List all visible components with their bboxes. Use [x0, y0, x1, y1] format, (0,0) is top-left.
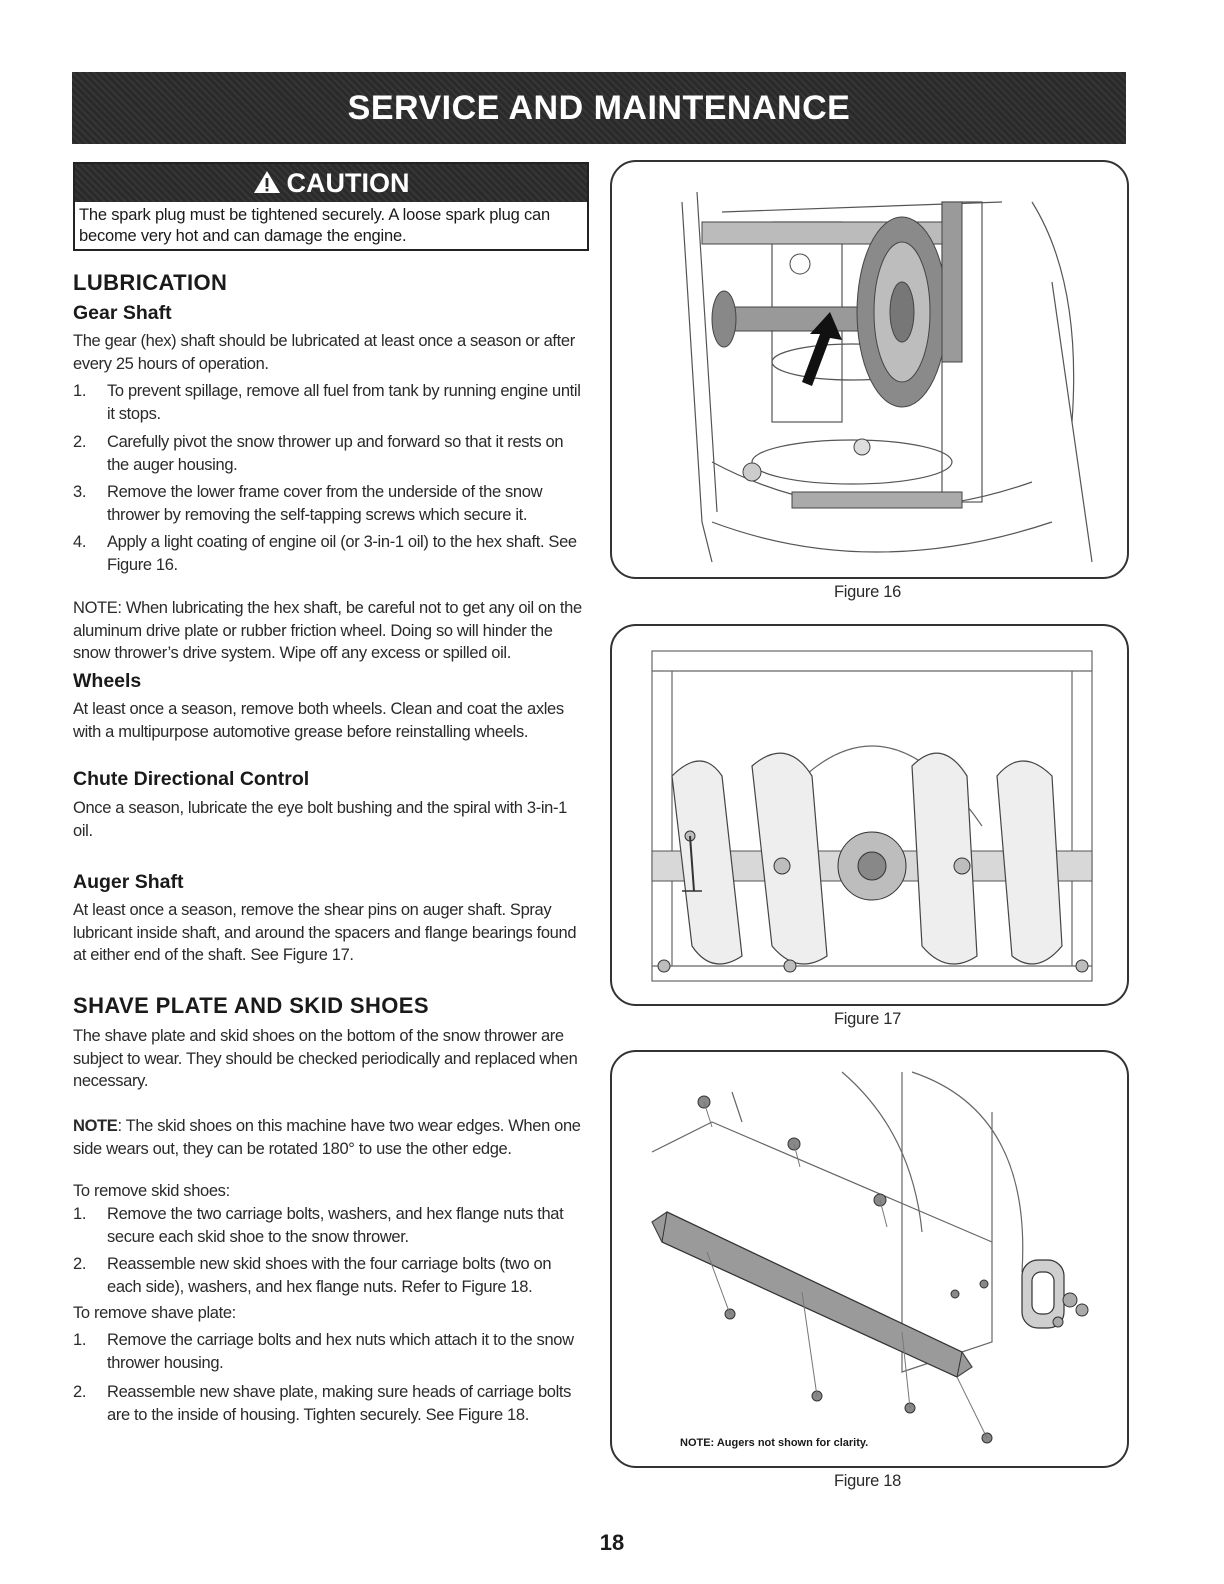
gear-shaft-note: NOTE: When lubricating the hex shaft, be careful not to get any oil on the aluminum drive plate or rubber friction wheel. Doing so will hinder the snow thrower’s drive system. Wipe off any excess or spilled oil.: [73, 599, 582, 662]
auger-text: At least once a season, remove the shear pins on auger shaft. Spray lubricant inside shaft, and around the spacers and flange bearings found at either end of the shaft. See Figure 17.: [73, 901, 577, 964]
step-text: Apply a light coating of engine oil (or 3-in-1 oil) to the hex shaft. See Figure 16.: [107, 533, 577, 574]
caution-header: [75, 164, 587, 202]
caution-text: The spark plug must be tightened securely. A loose spark plug can become very hot and can damage the engine.: [79, 206, 550, 245]
step-text: Remove the carriage bolts and hex nuts which attach it to the snow thrower housing.: [107, 1331, 574, 1372]
gear-shaft-heading: Gear Shaft: [73, 302, 172, 324]
auger-illustration: [612, 626, 1127, 1004]
banner-title: SERVICE AND MAINTENANCE: [347, 89, 851, 127]
figure-16-image: [610, 160, 1129, 579]
figure-18-note: NOTE: Augers not shown for clarity.: [680, 1437, 869, 1449]
warning-triangle-icon: [253, 170, 281, 194]
step-number: 2.: [73, 433, 87, 451]
note-text: : The skid shoes on this machine have two wear edges. When one side wears out, they can be rotated 180° to use the other edge.: [73, 1117, 581, 1158]
caution-box: [73, 162, 589, 251]
figure-17-caption: Figure 17: [833, 1010, 901, 1028]
figure-18-image: [610, 1050, 1129, 1468]
caution-title: CAUTION: [286, 168, 410, 198]
step-number: 3.: [73, 483, 87, 501]
chute-heading: Chute Directional Control: [73, 768, 310, 790]
wheels-heading: Wheels: [73, 670, 142, 692]
gear-step-1: [73, 380, 588, 425]
step-number: 2.: [73, 1383, 87, 1401]
note-label: NOTE: [73, 1117, 118, 1135]
shave-intro: The shave plate and skid shoes on the bottom of the snow thrower are subject to wear. They should be checked periodically and replaced when necessary.: [73, 1027, 578, 1090]
plate-step-1: [73, 1329, 588, 1374]
step-text: Reassemble new shave plate, making sure heads of carriage bolts are to the inside of housing. Tighten securely. See Figure 18.: [107, 1383, 572, 1424]
step-number: 1.: [73, 1331, 87, 1349]
step-text: Remove the lower frame cover from the underside of the snow thrower by removing the self-tapping screws which secure it.: [107, 483, 543, 524]
page-number: 18: [599, 1530, 625, 1555]
plate-step-2: [73, 1381, 588, 1426]
step-text: To prevent spillage, remove all fuel from tank by running engine until it stops.: [107, 382, 581, 423]
shave-note: [73, 1115, 588, 1160]
figure-17-image: [610, 624, 1129, 1006]
step-text: Remove the two carriage bolts, washers, and hex flange nuts that secure each skid shoe to the snow thrower.: [107, 1205, 564, 1246]
step-text: Reassemble new skid shoes with the four carriage bolts (two on each side), washers, and hex flange nuts. Refer to Figure 18.: [107, 1255, 552, 1296]
step-number: 2.: [73, 1255, 87, 1273]
gear-step-3: [73, 481, 588, 526]
gear-step-4: [73, 531, 588, 576]
hex-shaft-illustration: [612, 162, 1127, 577]
step-number: 1.: [73, 382, 87, 400]
skid-step-1: [73, 1203, 588, 1248]
gear-step-2: [73, 431, 588, 476]
step-number: 4.: [73, 533, 87, 551]
skid-intro: To remove skid shoes:: [73, 1182, 230, 1200]
wheels-text: At least once a season, remove both wheels. Clean and coat the axles with a multipurpose automotive grease before reinstalling wheels.: [73, 700, 564, 741]
plate-intro: To remove shave plate:: [73, 1304, 236, 1322]
shave-heading: SHAVE PLATE AND SKID SHOES: [73, 993, 429, 1018]
step-text: Carefully pivot the snow thrower up and forward so that it rests on the auger housing.: [107, 433, 564, 474]
lubrication-heading: LUBRICATION: [73, 270, 228, 295]
step-number: 1.: [73, 1205, 87, 1223]
skid-step-2: [73, 1253, 588, 1298]
shave-plate-illustration: [612, 1052, 1127, 1466]
figure-16-caption: Figure 16: [833, 583, 901, 601]
chute-text: Once a season, lubricate the eye bolt bushing and the spiral with 3-in-1 oil.: [73, 799, 567, 840]
figure-18-caption: Figure 18: [833, 1472, 901, 1490]
auger-heading: Auger Shaft: [73, 871, 184, 893]
gear-shaft-intro: The gear (hex) shaft should be lubricated at least once a season or after every 25 hours of operation.: [73, 332, 575, 373]
section-banner: [72, 72, 1126, 144]
